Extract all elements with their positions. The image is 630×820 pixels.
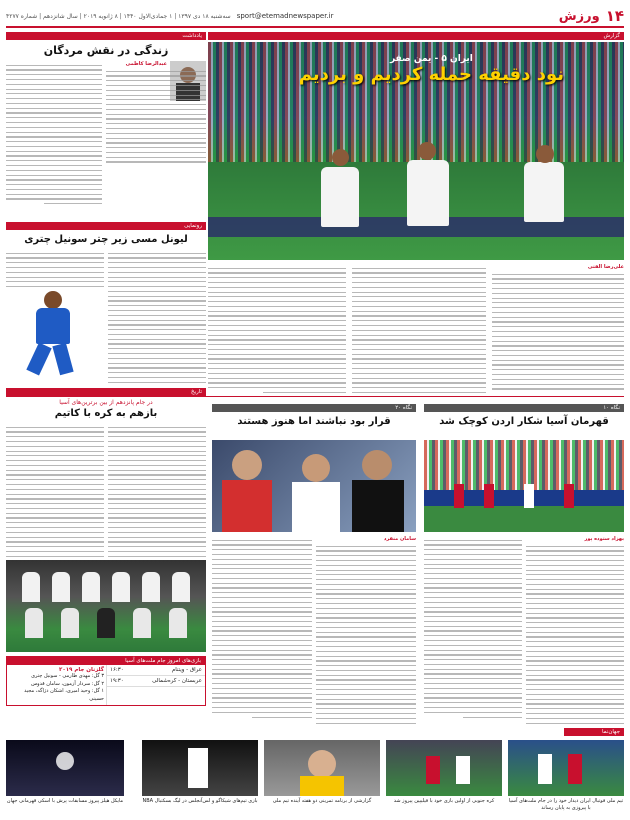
strip-caption-3: گزارشی از برنامه تمرینی دو هفته آینده تیم ملی (272, 798, 372, 804)
opinion-body-left (6, 61, 102, 211)
syria-title: قرار بود نباشند اما هنوز هستند (237, 416, 391, 427)
strip-caption-4: بازی تیم‌های شیکاگو و لس‌آنجلس در لیگ بسکتبال NBA (142, 798, 258, 804)
asia-cup-kicker: تاریخ (6, 388, 206, 396)
fixture-time: ۱۶:۳۰ (110, 667, 124, 673)
asia-cup-story (6, 388, 206, 573)
main-story-title: نود دقیقه حمله کردیم و بردیم (298, 64, 564, 85)
messi-story (6, 222, 206, 389)
player-photo (12, 291, 92, 381)
team-photo (6, 560, 206, 652)
fixtures-list (106, 665, 205, 705)
strip-caption-2: کره جنوبی از اولین بازی خود با فیلیپین پیروز شد (393, 798, 495, 804)
main-story (208, 32, 624, 40)
scorers-list (7, 665, 106, 705)
scorer-line: ۱ گل: وحید امیری، اشکان دژاگه، مجید حسینی (24, 688, 105, 702)
strip-photo-5 (6, 740, 124, 796)
syria-kicker: نگاه ۲۰ (212, 404, 416, 412)
opinion-body-right (106, 61, 206, 211)
fixture-match: عراق - ویتنام (171, 667, 202, 673)
main-story-photo (208, 42, 624, 260)
main-story-over-title: ایران ۵ - یمن صفر (389, 54, 473, 64)
asia-cup-title: بازهم به کره با کاتیم (54, 408, 158, 419)
syria-byline: سامان منفرد (383, 536, 416, 542)
uae-match-photo (424, 440, 624, 532)
page-number: ۱۴ (605, 7, 624, 25)
messi-story-title: لیونل مسی زیر چتر سونیل چتری (24, 234, 188, 245)
opinion-kicker: یادداشت (6, 32, 206, 40)
asia-cup-over-title: در جام پانزدهم از بین برترین‌های آسیا (59, 399, 153, 406)
opinion-title: زندگی در نقش مردگان (43, 44, 169, 57)
main-story-body (208, 264, 624, 394)
scorer-line: ۳ گل: مهدی طارمی - سونیل چتری (31, 673, 105, 679)
strip-caption-1: تیم ملی فوتبال ایران دیدار خود را در جام ملت‌های آسیا با پیروزی به پایان رساند (508, 798, 624, 811)
syria-fans-photo (212, 440, 416, 532)
issue-date: سه‌شنبه ۱۸ دی ۱۳۹۷ | ۱ جمادی‌الاول ۱۴۴۰ | ۸ ژانویه ۲۰۱۹ | سال شانزدهم | شماره ۴۲۷۷ (6, 12, 231, 20)
fixture-time: ۱۹:۳۰ (110, 678, 124, 684)
uae-title: قهرمان آسیا شکار اردن کوچک شد (439, 416, 609, 427)
fixtures-kicker: بازی‌های امروز جام ملت‌های آسیا (7, 657, 205, 665)
section-title: ورزش (558, 8, 600, 24)
page-header (6, 6, 624, 28)
fixture-row (107, 676, 205, 687)
scorer-line: ۲ گل: سردار آزمون، سامان قدوس (31, 680, 105, 687)
main-story-byline: علی‌رضا الفتی (587, 264, 624, 270)
strip-photo-3 (264, 740, 380, 796)
messi-story-photo-col (6, 249, 104, 389)
fixture-row (107, 665, 205, 676)
syria-story (212, 404, 416, 431)
messi-story-kicker: رونمایی (6, 222, 206, 230)
uae-kicker: نگاه ۱۰ (424, 404, 624, 412)
scorers-title: گلزنان جام ۲۰۱۹ (58, 667, 105, 673)
strip-photo-4 (142, 740, 258, 796)
bottom-strip (6, 728, 624, 736)
opinion-author: عبدالرضا کاظمی (125, 61, 167, 67)
strip-caption-5: مایکل هیلز پیروز مسابقات پرش با اسکی قهرمانی جهان (6, 798, 124, 804)
uae-byline: بهزاد ستوده پور (584, 536, 624, 542)
uae-story (424, 404, 624, 431)
strip-photo-2 (386, 740, 502, 796)
strip-photo-1 (508, 740, 624, 796)
bottom-strip-kicker: جهان‌نما (564, 728, 624, 736)
fixtures-box (6, 656, 206, 706)
main-story-kicker: گزارش (208, 32, 624, 40)
section-email: sport@etemadnewspaper.ir (236, 12, 334, 20)
fixture-match: عربستان - کره‌شمالی (152, 678, 202, 684)
opinion-column (6, 32, 206, 211)
